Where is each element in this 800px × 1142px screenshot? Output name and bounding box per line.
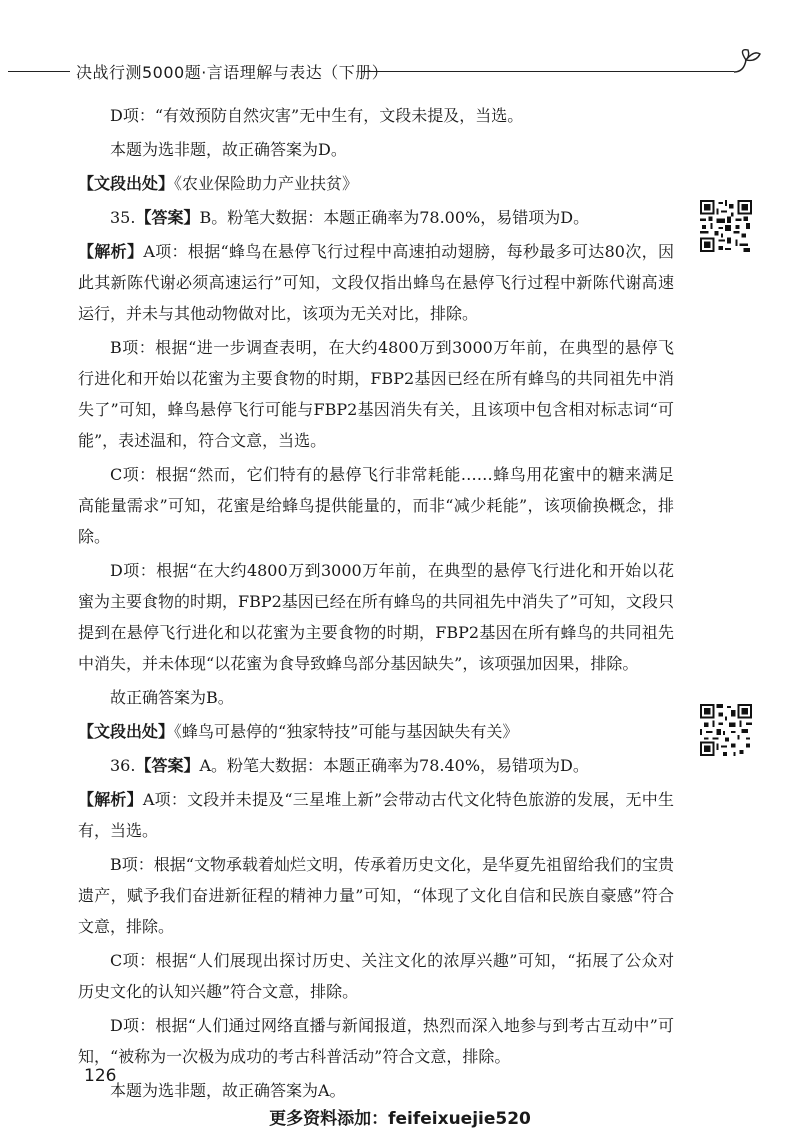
analysis-paragraph (78, 784, 674, 846)
analysis-text: A项：文段并未提及“三星堆上新”会带动古代文化特色旅游的发展，无中生有，当选。 (78, 790, 674, 840)
question-number: 35. (110, 208, 136, 227)
paragraph: C项：根据“然而，它们特有的悬停飞行非常耗能……蜂鸟用花蜜中的糖来满足高能量需求”可知，花蜜是给蜂鸟提供能量的，而非“减少耗能”，该项偷换概念，排除。 (78, 465, 674, 546)
analysis-tag: 【解析】 (78, 242, 144, 261)
paragraph: B项：根据“文物承载着灿烂文明，传承着历史文化，是华夏先祖留给我们的宝贵遗产，赋予我们奋进新征程的精神力量”可知，“体现了文化自信和民族自豪感”符合文意，排除。 (78, 855, 674, 936)
answer-tag: 【答案】 (135, 756, 200, 775)
page-body (78, 100, 674, 1109)
source-line (78, 716, 674, 747)
header-rule-left (8, 71, 70, 72)
source-title: 《蜂鸟可悬停的“独家特技”可能与基因缺失有关》 (174, 722, 519, 741)
footer-contact: 更多资料添加：feifeixuejie520 (269, 1109, 531, 1129)
answer-text: A。粉笔大数据：本题正确率为78.40%，易错项为D。 (199, 756, 589, 775)
paragraph: C项：根据“人们展现出探讨历史、关注文化的浓厚兴趣”可知，“拓展了公众对历史文化的认知兴趣”符合文意，排除。 (78, 951, 674, 1001)
answer-line (78, 202, 674, 233)
sprout-icon (730, 46, 764, 76)
answer-tag: 【答案】 (135, 208, 200, 227)
paragraph: 本题为选非题，故正确答案为D。 (110, 140, 347, 159)
source-title: 《农业保险助力产业扶贫》 (174, 174, 359, 193)
paragraph: D项：根据“人们通过网络直播与新闻报道，热烈而深入地参与到考古互动中”可知，“被称为一次极为成功的考古科普活动”符合文意，排除。 (78, 1016, 674, 1066)
paragraph: 本题为选非题，故正确答案为A。 (110, 1081, 346, 1100)
answer-text: B。粉笔大数据：本题正确率为78.00%，易错项为D。 (199, 208, 590, 227)
analysis-paragraph (78, 236, 674, 329)
source-line (78, 168, 674, 199)
book-title: 决战行测5000题·言语理解与表达（下册） (76, 63, 389, 82)
paragraph: B项：根据“进一步调查表明，在大约4800万到3000万年前，在典型的悬停飞行进化和开始以花蜜为主要食物的时期，FBP2基因已经在所有蜂鸟的共同祖先中消失了”可知，蜂鸟悬停飞行可能与FBP2基因消失有关，且该项中包含相对标志词“可能”，表述温和，符合文意，当选。 (78, 338, 674, 450)
source-tag: 【文段出处】 (78, 174, 175, 193)
analysis-tag: 【解析】 (78, 790, 143, 809)
qr-code-icon[interactable] (700, 704, 752, 756)
qr-code-icon[interactable] (700, 200, 752, 252)
running-header (0, 56, 800, 86)
paragraph: 故正确答案为B。 (110, 688, 234, 707)
question-number: 36. (110, 756, 136, 775)
page-number: 126 (84, 1066, 117, 1086)
paragraph: D项：“有效预防自然灾害”无中生有，文段未提及，当选。 (110, 106, 524, 125)
paragraph: D项：根据“在大约4800万到3000万年前，在典型的悬停飞行进化和开始以花蜜为主要食物的时期，FBP2基因已经在所有蜂鸟的共同祖先中消失了”可知，文段只提到在悬停飞行进化和以花蜜为主要食物的时期，FBP2基因在所有蜂鸟的共同祖先中消失，并未体现“以花蜜为食导致蜂鸟部分基因缺失”，该项强加因果，排除。 (78, 561, 674, 673)
header-rule-right (362, 71, 734, 72)
answer-line (78, 750, 674, 781)
analysis-text: A项：根据“蜂鸟在悬停飞行过程中高速拍动翅膀，每秒最多可达80次，因此其新陈代谢必须高速运行”可知，文段仅指出蜂鸟在悬停飞行过程中新陈代谢高速运行，并未与其他动物做对比，该项为无关对比，排除。 (78, 242, 674, 323)
source-tag: 【文段出处】 (78, 722, 175, 741)
